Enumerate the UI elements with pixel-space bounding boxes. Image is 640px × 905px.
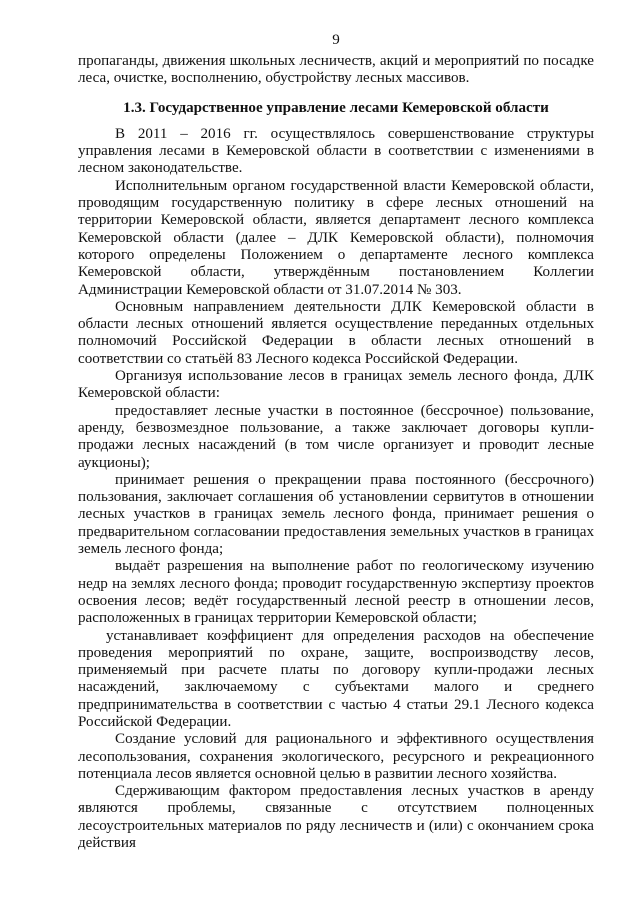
list-item-issues-permits: выдаёт разрешения на выполнение работ по геологическому изучению недр на землях лесного фонда; проводит государственную экспертизу проектов освоения лесов; ведёт государственный лесной реестр в отношении лесов, расположенных в границах территории Кемеровской области; [78, 558, 594, 627]
paragraph-management-structure: В 2011 – 2016 гг. осуществлялось совершенствование структуры управления лесами в Кемеровской области в соответствии с изменениями в лесном законодательстве. [78, 125, 594, 177]
paragraph-organizing-use: Организуя использование лесов в границах земель лесного фонда, ДЛК Кемеровской области: [78, 368, 594, 402]
list-item-makes-decisions: принимает решения о прекращении права постоянного (бессрочного) пользования, заключает соглашения об установлении сервитутов в отношении лесных участков в границах земель лесного фонда, принимает решения о предварительном согласовании предоставления земельных участков в границах земель лесного фонда; [78, 471, 594, 558]
paragraph-restraining-factor: Сдерживающим фактором предоставления лесных участков в аренду являются проблемы, связанные с отсутствием полноценных лесоустроительных материалов по ряду лесничеств и (или) с окончанием срока действия [78, 783, 594, 852]
paragraph-executive-body: Исполнительным органом государственной власти Кемеровской области, проводящим государственную политику в сфере лесных отношений на территории Кемеровской области, является департамент лесного комплекса Кемеровской области (далее – ДЛК Кемеровской области), полномочия которого определены Положением о департаменте лесного комплекса Кемеровской области, утверждённым постановлением Коллегии Администрации Кемеровской области от 31.07.2014 № 303. [78, 177, 594, 298]
paragraph-main-goal: Создание условий для рационального и эффективного осуществления лесопользования, сохранения экологического, ресурсного и рекреационного потенциала лесов является основной целью в развитии лесного хозяйства. [78, 731, 594, 782]
paragraph-continuation: пропаганды, движения школьных лесничеств, акций и мероприятий по посадке леса, очистке, восполнению, обустройству лесных массивов. [78, 53, 594, 87]
page-number: 9 [332, 32, 340, 48]
list-item-sets-coefficient: устанавливает коэффициент для определения расходов на обеспечение проведения мероприятий по охране, защите, воспроизводству лесов, применяемый при расчете платы по договору купли-продажи лесных насаждений, заключаемому с субъектами малого и среднего предпринимательства в соответствии с частью 4 статьи 29.1 Лесного кодекса Российской Федерации. [78, 627, 594, 730]
list-item-provides-plots: предоставляет лесные участки в постоянное (бессрочное) пользование, аренду, безвозмездное пользование, а также заключает договоры купли-продажи лесных насаждений (в том числе организует и проводит лесные аукционы); [78, 402, 594, 471]
paragraph-main-direction: Основным направлением деятельности ДЛК Кемеровской области в области лесных отношений является осуществление переданных отдельных полномочий Российской Федерации в области лесных отношений в соответствии со статьёй 83 Лесного кодекса Российской Федерации. [78, 298, 594, 367]
document-page [78, 32, 594, 852]
section-heading: 1.3. Государственное управление лесами Кемеровской области [123, 99, 549, 116]
